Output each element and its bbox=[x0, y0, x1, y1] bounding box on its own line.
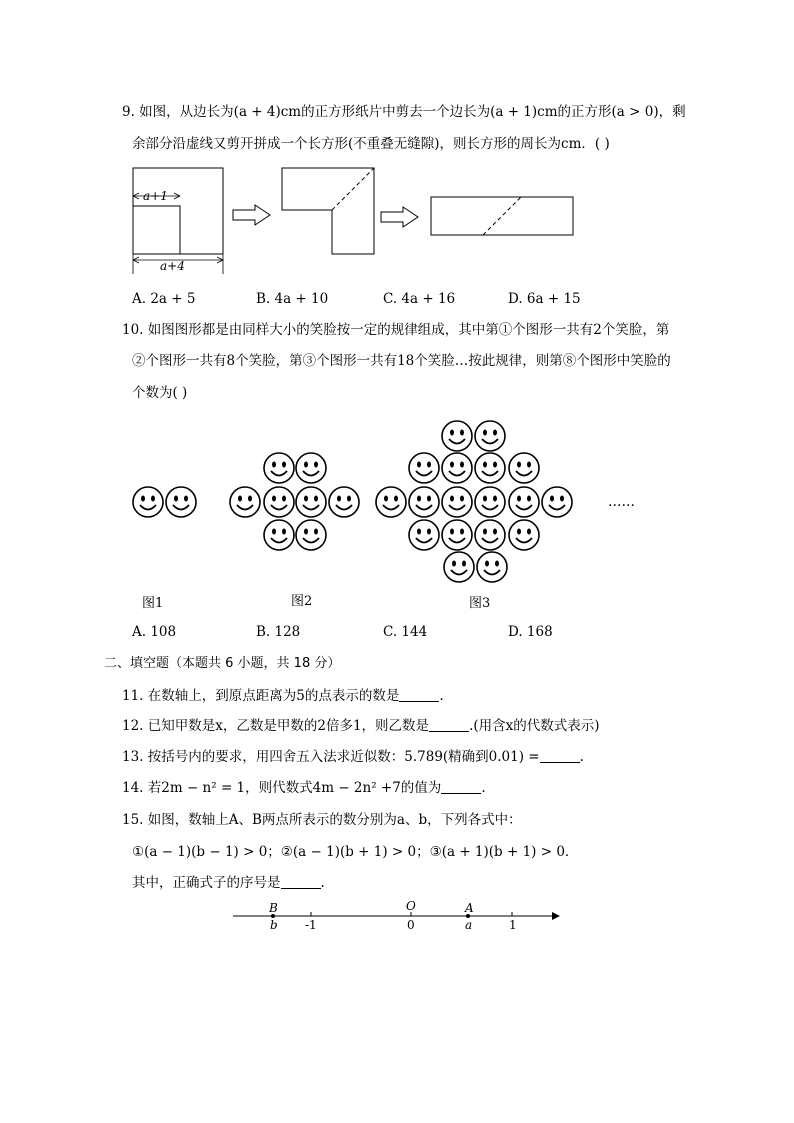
q10-option-d: D. 168 bbox=[508, 624, 553, 640]
q10-option-c: C. 144 bbox=[383, 624, 428, 640]
label-one: 1 bbox=[509, 918, 517, 932]
label-B: B bbox=[269, 901, 278, 915]
q10-option-a: A. 108 bbox=[132, 624, 177, 640]
q9-option-a: A. 2a + 5 bbox=[132, 291, 196, 307]
q10-option-b: B. 128 bbox=[256, 624, 301, 640]
q9-option-d: D. 6a + 15 bbox=[508, 291, 581, 307]
q10-line1: 10. 如图图形都是由同样大小的笑脸按一定的规律组成，其中第①个图形一共有2个笑脸，第 bbox=[122, 322, 670, 338]
q9-option-b: B. 4a + 10 bbox=[256, 291, 329, 307]
ellipsis: …… bbox=[608, 494, 635, 510]
label-zero: 0 bbox=[407, 918, 415, 932]
section-heading: 二、填空题（本题共 6 小题，共 18 分） bbox=[104, 656, 341, 671]
q11: 11. 在数轴上，到原点距离为5的点表示的数是 . bbox=[122, 688, 444, 704]
fig-label-3: 图3 bbox=[469, 596, 491, 611]
q9-option-c: C. 4a + 16 bbox=[383, 291, 456, 307]
q15-line3: 其中，正确式子的序号是 . bbox=[132, 875, 325, 891]
label-neg1: -1 bbox=[305, 918, 317, 932]
q9-line1: 9. 如图，从边长为(a + 4)cm的正方形纸片中剪去一个边长为(a + 1)cm的正方形(a > 0)，剩 bbox=[122, 104, 686, 120]
fig-label-1: 图1 bbox=[142, 596, 164, 611]
q14: 14. 若2m − n² = 1，则代数式4m − 2n² +7的值为 . bbox=[122, 780, 486, 796]
label-O: O bbox=[406, 899, 416, 913]
q13: 13. 按括号内的要求，用四舍五入法求近似数：5.789(精确到0.01) = . bbox=[122, 749, 584, 765]
label-b: b bbox=[270, 918, 278, 932]
q15-line1: 15. 如图，数轴上A、B两点所表示的数分别为a、b，下列各式中： bbox=[122, 812, 522, 828]
q15-line2: ①(a − 1)(b − 1) > 0；②(a − 1)(b + 1) > 0；③(a + 1)(b + 1) > 0． bbox=[132, 844, 579, 860]
label-a: a bbox=[465, 918, 473, 932]
arrow-head-icon bbox=[552, 912, 560, 920]
q10-line3: 个数为( ) bbox=[132, 385, 188, 401]
label-A: A bbox=[465, 901, 474, 915]
label-a-plus-1: a+1 bbox=[143, 189, 168, 203]
q12: 12. 已知甲数是x，乙数是甲数的2倍多1，则乙数是 .(用含x的代数式表示) bbox=[122, 718, 600, 734]
label-a-plus-4: a+4 bbox=[160, 259, 185, 273]
q9-line2: 余部分沿虚线又剪开拼成一个长方形(不重叠无缝隙)，则长方形的周长为cm．( ) bbox=[132, 136, 610, 152]
fig-label-2: 图2 bbox=[291, 594, 313, 609]
q10-line2: ②个图形一共有8个笑脸，第③个图形一共有18个笑脸…按此规律，则第⑧个图形中笑脸的 bbox=[132, 353, 671, 369]
